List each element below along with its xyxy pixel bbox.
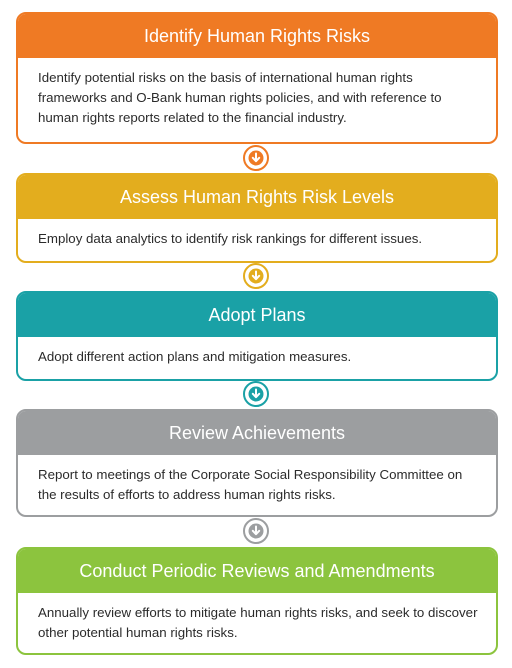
step-title: Review Achievements (18, 411, 496, 455)
arrow-down-circle-icon (243, 381, 269, 407)
step-title: Assess Human Rights Risk Levels (18, 175, 496, 219)
step-periodic-reviews (16, 547, 498, 655)
step-title: Identify Human Rights Risks (18, 14, 496, 58)
step-identify-risks (16, 12, 498, 144)
arrow-down-circle-icon (243, 145, 269, 171)
step-adopt-plans (16, 291, 498, 381)
step-description: Adopt different action plans and mitigation measures. (38, 349, 352, 364)
step-description: Report to meetings of the Corporate Social Responsibility Committee on the results of efforts to address human rights risks. (38, 467, 463, 502)
step-description: Identify potential risks on the basis of international human rights frameworks and O-Bank human rights policies, and with reference to human rights reports related to the financial industry. (38, 70, 442, 125)
arrow-down-circle-icon (243, 518, 269, 544)
step-title: Adopt Plans (18, 293, 496, 337)
step-description: Employ data analytics to identify risk rankings for different issues. (38, 231, 423, 246)
step-assess-risk-levels (16, 173, 498, 263)
step-title: Conduct Periodic Reviews and Amendments (18, 549, 496, 593)
step-review-achievements (16, 409, 498, 517)
step-description: Annually review efforts to mitigate human rights risks, and seek to discover other potential human rights risks. (38, 605, 478, 640)
arrow-down-circle-icon (243, 263, 269, 289)
